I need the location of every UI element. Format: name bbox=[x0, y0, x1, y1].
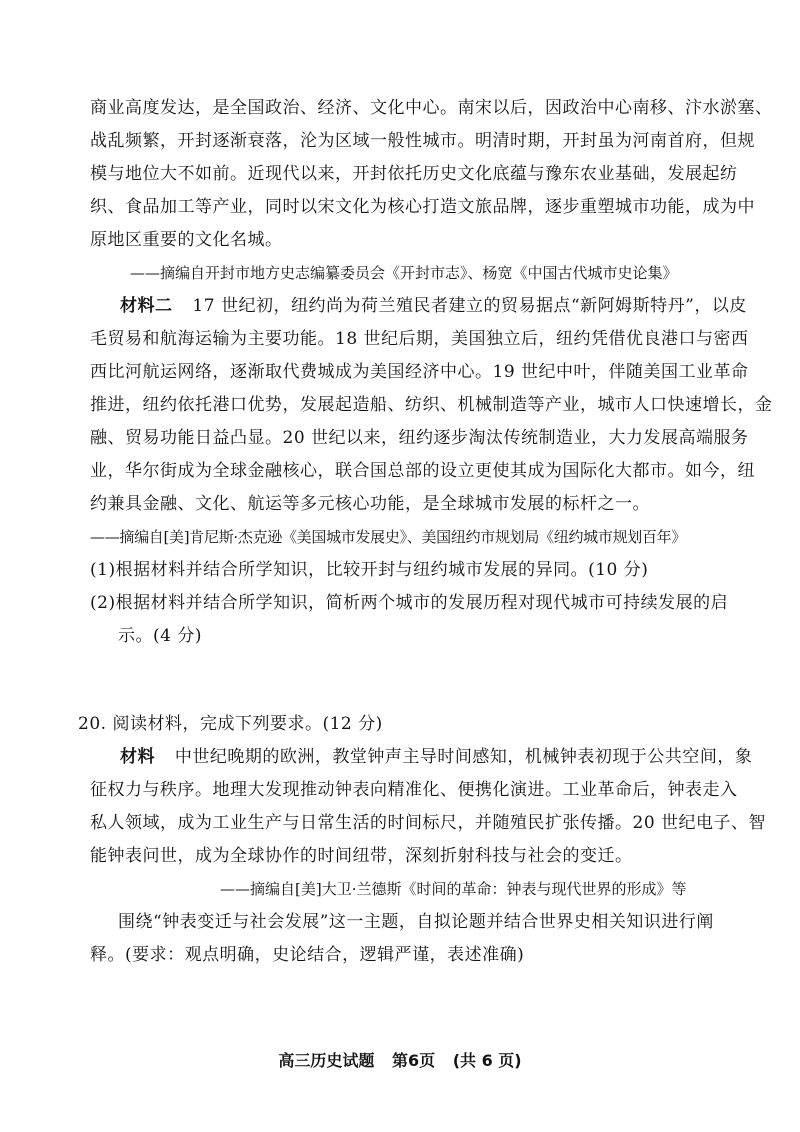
material2-line-5: 融、贸易功能日益凸显。20 世纪以来，纽约逐步淘汰传统制造业，大力发展高端服务 bbox=[90, 428, 749, 448]
page-footer bbox=[0, 1048, 800, 1071]
q20-material-line-3: 私人领域，成为工业生产与日常生活的时间标尺，并随殖民扩张传播。20 世纪电子、智 bbox=[90, 813, 767, 833]
q20-material-line-1 bbox=[120, 745, 753, 769]
material1-line-1: 商业高度发达，是全国政治、经济、文化中心。南宋以后，因政治中心南移、汴水淤塞、 bbox=[90, 98, 773, 118]
q20-task-line-2: 释。(要求：观点明确，史论结合，逻辑严谨，表述准确) bbox=[90, 945, 525, 965]
q20-material-line-4: 能钟表问世，成为全球协作的时间纽带，深刻折射科技与社会的变迁。 bbox=[90, 846, 633, 866]
q20-material-label: 材料 bbox=[120, 747, 155, 767]
q20-material-line-2: 征权力与秩序。地理大发现推动钟表向精准化、便携化演进。工业革命后，钟表走入 bbox=[90, 780, 738, 800]
material1-line-2: 战乱频繁，开封逐渐衰落，沦为区域一般性城市。明清时期，开封虽为河南首府，但规 bbox=[90, 131, 755, 151]
material2-source: ——摘编自[美]肯尼斯·杰克逊《美国城市发展史》、美国纽约市规划局《纽约城市规划百年》 bbox=[90, 528, 687, 546]
q20-material-line-1-text: 中世纪晚期的欧洲，教堂钟声主导时间感知，机械钟表初现于公共空间，象 bbox=[174, 747, 753, 767]
material2-line-2: 毛贸易和航海运输为主要功能。18 世纪后期，美国独立后，纽约凭借优良港口与密西 bbox=[90, 329, 749, 349]
material1-line-4: 织、食品加工等产业，同时以宋文化为核心打造文旅品牌，逐步重塑城市功能，成为中 bbox=[90, 197, 755, 217]
question-19-part-2-line-1: (2)根据材料并结合所学知识，简析两个城市的发展历程对现代城市可持续发展的启 bbox=[90, 593, 729, 613]
material2-line-1 bbox=[120, 294, 750, 318]
footer-page-number: 第6页 bbox=[391, 1051, 436, 1070]
question-19-part-1: (1)根据材料并结合所学知识，比较开封与纽约城市发展的异同。(10 分) bbox=[90, 560, 649, 580]
material2-line-1-text: 17 世纪初，纽约尚为荷兰殖民者建立的贸易据点“新阿姆斯特丹”，以皮 bbox=[192, 296, 747, 316]
material1-source: ——摘编自开封市地方史志编纂委员会《开封市志》、杨宽《中国古代城市史论集》 bbox=[130, 264, 678, 282]
material2-line-6: 业，华尔街成为全球金融核心，联合国总部的设立更使其成为国际化大都市。如今，纽 bbox=[90, 461, 755, 481]
q20-task-line-1: 围绕“钟表变迁与社会发展”这一主题，自拟论题并结合世界史相关知识进行阐 bbox=[118, 912, 714, 932]
material2-line-7: 约兼具金融、文化、航运等多元核心功能，是全球城市发展的标杆之一。 bbox=[90, 494, 650, 514]
material2-label: 材料二 bbox=[120, 296, 173, 316]
question-20-title: 20. 阅读材料，完成下列要求。(12 分) bbox=[78, 714, 383, 734]
material2-line-4: 推进，纽约依托港口优势，发展起造船、纺织、机械制造等产业，城市人口快速增长，金 bbox=[90, 395, 773, 415]
question-19-part-2-line-2: 示。(4 分) bbox=[118, 626, 202, 646]
footer-total-pages: (共 6 页) bbox=[452, 1051, 522, 1070]
material1-line-3: 模与地位大不如前。近现代以来，开封依托历史文化底蕴与豫东农业基础，发展起纺 bbox=[90, 164, 738, 184]
material2-line-3: 西比河航运网络，逐渐取代费城成为美国经济中心。19 世纪中叶，伴随美国工业革命 bbox=[90, 362, 749, 382]
material1-line-5: 原地区重要的文化名城。 bbox=[90, 230, 283, 250]
footer-title: 高三历史试题 bbox=[278, 1051, 375, 1070]
q20-material-source: ——摘编自[美]大卫·兰德斯《时间的革命：钟表与现代世界的形成》等 bbox=[220, 880, 687, 898]
